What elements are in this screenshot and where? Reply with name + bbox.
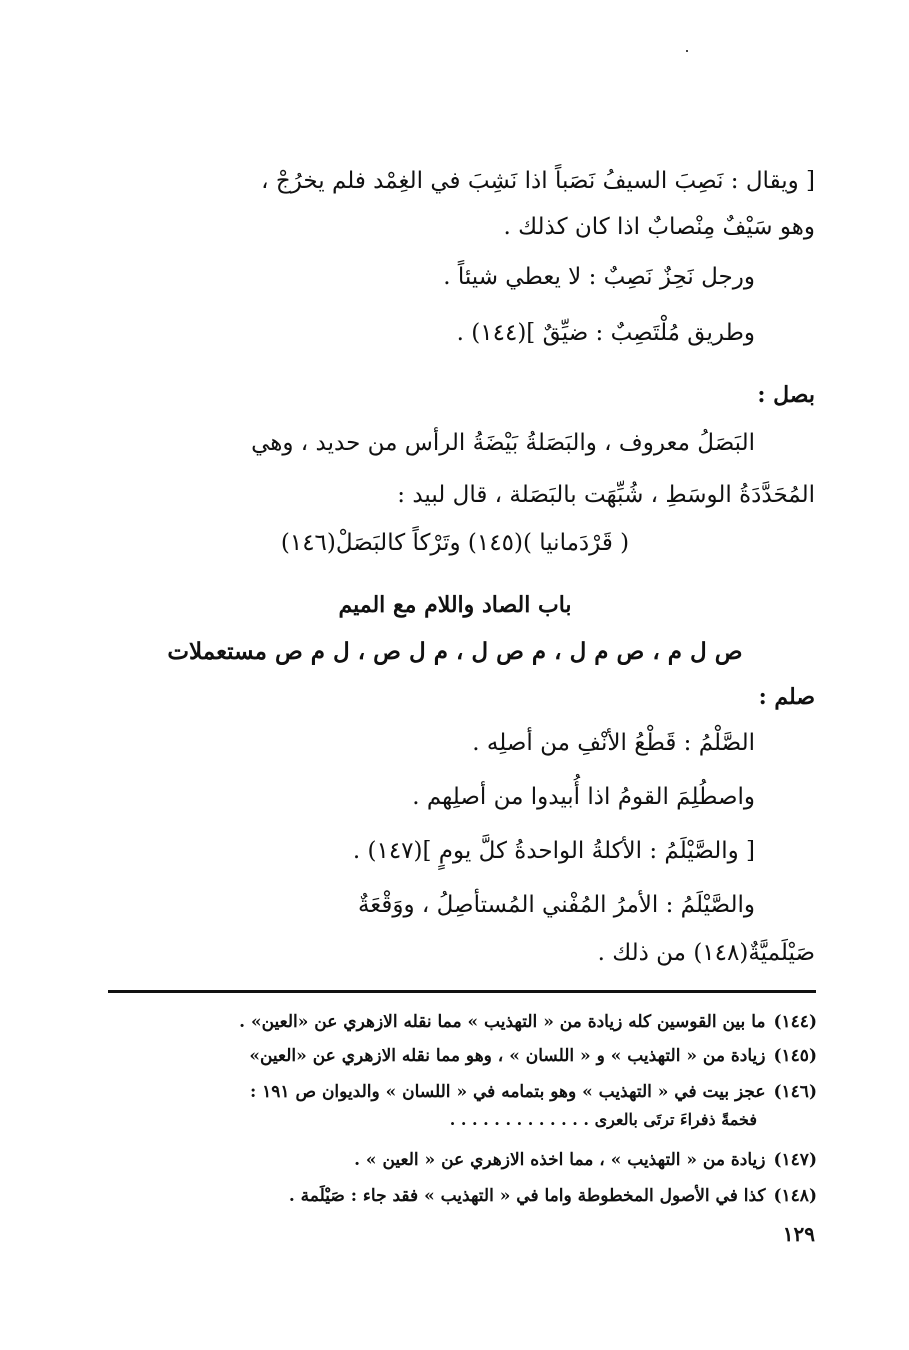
text-line-12: الصَّلْمُ : قَطْعُ الأنْفِ من أصلِه . bbox=[472, 730, 755, 756]
text-line-3: ورجل نَحِزٌ نَصِبٌ : لا يعطي شيئاً . bbox=[443, 264, 755, 290]
text-line-14: [ والصَّيْلَمُ : الأكلةُ الواحدةُ كلَّ يومٍ ](١٤٧) . bbox=[352, 838, 755, 864]
footnote-146 bbox=[105, 1082, 817, 1102]
footnote-145 bbox=[105, 1046, 817, 1066]
text-line-2: وهو سَيْفٌ مِنْصابٌ اذا كان كذلك . bbox=[503, 214, 815, 240]
footnote-number: (١٤٤) bbox=[773, 1012, 817, 1032]
footnote-148 bbox=[105, 1186, 817, 1206]
text-line-15: والصَّيْلَمُ : الأمرُ المُفْني المُستأصِلُ ، ووَقْعَةٌ bbox=[357, 892, 755, 918]
text-line-4: وطريق مُلْتَصِبٌ : ضيِّقٌ ](١٤٤) . bbox=[456, 320, 755, 346]
entry-heading-salm: صلم : bbox=[758, 684, 815, 710]
footnote-number: (١٤٧) bbox=[773, 1150, 817, 1170]
footnote-divider bbox=[108, 990, 816, 993]
footnote-number: (١٤٨) bbox=[773, 1186, 817, 1206]
footnote-number: (١٤٥) bbox=[773, 1046, 817, 1066]
footnote-text: ما بين القوسين كله زيادة من « التهذيب » مما نقله الازهري عن «العين» . bbox=[239, 1012, 766, 1032]
footnote-number: (١٤٦) bbox=[773, 1082, 817, 1102]
text-line-13: واصطُلِمَ القومُ اذا أُبيدوا من أصلِهم . bbox=[412, 784, 755, 810]
footnote-text: زيادة من « التهذيب » ، مما اخذه الازهري عن « العين » . bbox=[354, 1150, 766, 1170]
verse-line: ( قَرْدَمانيا )(١٤٥) وتَرْكاً كالبَصَلْ(١٤٦) bbox=[280, 530, 630, 556]
text-line-7: المُحَدَّدَةُ الوسَطِ ، شُبِّهَت بالبَصَلة ، قال لبيد : bbox=[397, 482, 815, 508]
chapter-title: باب الصاد واللام مع الميم bbox=[338, 592, 572, 618]
speck bbox=[686, 50, 688, 52]
footnote-147 bbox=[105, 1150, 817, 1170]
footnote-text: زيادة من « التهذيب » و « اللسان » ، وهو مما نقله الازهري عن «العين» bbox=[249, 1046, 766, 1066]
footnote-text: كذا في الأصول المخطوطة واما في « التهذيب » فقد جاء : صَيْلَمة . bbox=[288, 1186, 766, 1206]
footnote-text: عجز بيت في « التهذيب » وهو بتمامه في « اللسان » والديوان ص ١٩١ : bbox=[249, 1082, 766, 1102]
page-number: ١٢٩ bbox=[782, 1222, 815, 1246]
root-list: ص ل م ، ص م ل ، م ص ل ، م ل ص ، ل م ص مستعملات bbox=[167, 638, 743, 665]
text-line-6: البَصَلُ معروف ، والبَصَلةُ بَيْضَةُ الرأس من حديد ، وهي bbox=[251, 430, 755, 456]
footnote-146-verse: فخمةً ذفراءَ ترتَى بالعرى . . . . . . . . . . . . . bbox=[449, 1110, 757, 1129]
text-line-16: صَيْلَميَّةٌ(١٤٨) من ذلك . bbox=[597, 940, 815, 966]
text-line-1: [ ويقال : نَصِبَ السيفُ نَصَباً اذا نَشِبَ في الغِمْد فلم يخرُجْ ، bbox=[261, 168, 815, 194]
entry-heading-basal: بصل : bbox=[757, 382, 815, 408]
footnote-144 bbox=[105, 1012, 817, 1032]
